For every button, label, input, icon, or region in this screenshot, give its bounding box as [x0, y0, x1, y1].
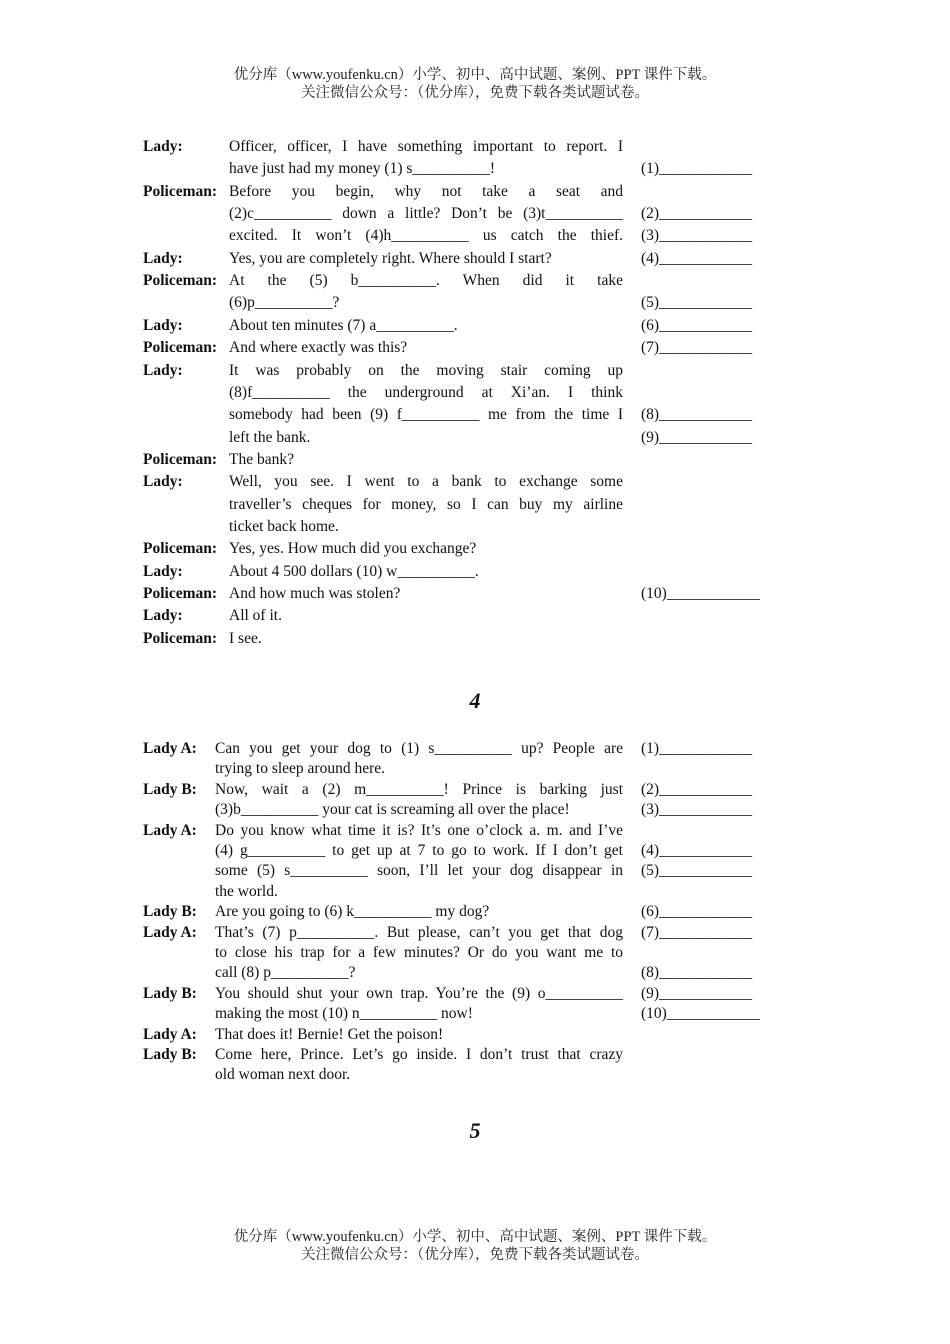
answer-blank: (4)____________	[641, 842, 753, 859]
dialogue-line	[0, 822, 950, 844]
dialogue-text: That’s (7) p__________. But please, can’t you get that dog	[215, 923, 623, 941]
speaker-label: Policeman:	[143, 629, 218, 647]
dialogue-line	[0, 518, 950, 540]
dialogue-text: old woman next door.	[215, 1066, 351, 1084]
dialogue-line	[0, 317, 950, 339]
dialogue-text: Yes, yes. How much did you exchange?	[229, 540, 477, 558]
dialogue-line	[0, 1005, 950, 1027]
dialogue-text: to close his trap for a few minutes? Or do you want me to	[215, 944, 623, 961]
speaker-label: Policeman:	[143, 339, 218, 357]
dialogue-text: (6)p__________?	[229, 294, 340, 312]
dialogue-line	[0, 944, 950, 966]
dialogue-text: somebody had been (9) f__________ me from the time I	[229, 406, 623, 424]
header-line-1: 优分库（www.youfenku.cn）小学、初中、高中试题、案例、PPT 课件下载。	[233, 67, 717, 83]
dialogue-text: Well, you see. I went to a bank to exchange some	[229, 473, 623, 491]
dialogue-line	[0, 496, 950, 518]
answer-blank: (5)____________	[641, 862, 753, 880]
dialogue-line	[0, 160, 950, 182]
dialogue-line	[0, 1066, 950, 1088]
dialogue-line	[0, 801, 950, 823]
dialogue-text: Come here, Prince. Let’s go inside. I don’t trust that crazy	[215, 1046, 623, 1063]
dialogue-line	[0, 473, 950, 495]
answer-blank: (10)____________	[641, 1005, 760, 1023]
dialogue-text: About ten minutes (7) a__________.	[229, 316, 458, 334]
dialogue-line	[0, 250, 950, 272]
dialogue-line	[0, 883, 950, 905]
dialogue-text: trying to sleep around here.	[215, 760, 386, 778]
speaker-label: Lady A:	[143, 923, 197, 941]
answer-blank: (1)____________	[641, 740, 753, 757]
dialogue-text: Can you get your dog to (1) s__________ up? People are	[215, 740, 623, 757]
dialogue-text: left the bank.	[229, 428, 311, 446]
dialogue-line	[0, 903, 950, 925]
dialogue-line	[0, 630, 950, 652]
dialogue-text: (4) g__________ to get up at 7 to go to work. If I don’t get	[215, 842, 623, 859]
dialogue-text: Are you going to (6) k__________ my dog?	[215, 903, 490, 921]
answer-blank: (6)____________	[641, 903, 753, 921]
speaker-label: Lady:	[143, 607, 183, 625]
answer-blank: (3)____________	[641, 227, 753, 245]
dialogue-text: Do you know what time it is? It’s one o’clock a. m. and I’ve	[215, 821, 623, 839]
dialogue-text: making the most (10) n__________ now!	[215, 1005, 473, 1023]
dialogue-line	[0, 924, 950, 946]
answer-blank: (8)____________	[641, 406, 753, 424]
answer-blank: (6)____________	[641, 316, 753, 334]
dialogue-line	[0, 183, 950, 205]
dialogue-line	[0, 227, 950, 249]
dialogue-text: About 4 500 dollars (10) w__________.	[229, 562, 479, 580]
dialogue-line	[0, 781, 950, 803]
answer-blank: (10)____________	[641, 585, 760, 602]
dialogue-text: ticket back home.	[229, 517, 339, 535]
dialogue-line	[0, 563, 950, 585]
speaker-label: Policeman:	[143, 272, 218, 290]
dialogue-text: the world.	[215, 882, 278, 900]
speaker-label: Policeman:	[143, 585, 218, 602]
dialogue-text: That does it! Bernie! Get the poison!	[215, 1025, 444, 1043]
dialogue-line	[0, 740, 950, 762]
speaker-label: Lady:	[143, 473, 183, 491]
answer-blank: (3)____________	[641, 801, 753, 819]
speaker-label: Lady A:	[143, 740, 197, 757]
speaker-label: Lady A:	[143, 821, 197, 839]
speaker-label: Lady:	[143, 249, 183, 267]
section-number-4: 4	[469, 688, 481, 713]
dialogue-text: (8)f__________ the underground at Xi’an. I think	[229, 383, 623, 401]
answer-blank: (7)____________	[641, 339, 753, 357]
dialogue-line	[0, 607, 950, 629]
dialogue-text: I see.	[229, 629, 262, 647]
dialogue-line	[0, 294, 950, 316]
speaker-label: Policeman:	[143, 450, 218, 468]
answer-blank: (9)____________	[641, 984, 753, 1002]
dialogue-text: The bank?	[229, 450, 294, 468]
speaker-label: Policeman:	[143, 540, 218, 558]
speaker-label: Lady B:	[143, 903, 197, 921]
dialogue-line	[0, 406, 950, 428]
dialogue-text: traveller’s cheques for money, so I can buy my airline	[229, 495, 623, 513]
dialogue-line	[0, 362, 950, 384]
dialogue-line	[0, 339, 950, 361]
answer-blank: (2)____________	[641, 780, 753, 798]
speaker-label: Lady:	[143, 361, 183, 379]
answer-blank: (5)____________	[641, 294, 753, 312]
speaker-label: Lady:	[143, 138, 183, 155]
answer-blank: (2)____________	[641, 205, 753, 223]
section-number-5: 5	[469, 1118, 481, 1143]
dialogue-text: Yes, you are completely right. Where should I start?	[229, 249, 552, 267]
dialogue-line	[0, 862, 950, 884]
dialogue-text: (3)b__________ your cat is screaming all over the place!	[215, 801, 570, 819]
answer-blank: (7)____________	[641, 923, 753, 941]
dialogue-line	[0, 1046, 950, 1068]
dialogue-line	[0, 585, 950, 607]
header-line-2: 关注微信公众号：（优分库），免费下载各类试题试卷。	[301, 85, 649, 101]
speaker-label: Lady A:	[143, 1025, 197, 1043]
dialogue-line	[0, 1026, 950, 1048]
speaker-label: Lady B:	[143, 984, 197, 1002]
footer-line-1: 优分库（www.youfenku.cn）小学、初中、高中试题、案例、PPT 课件下载。	[233, 1229, 717, 1245]
dialogue-line	[0, 272, 950, 294]
dialogue-line	[0, 429, 950, 451]
dialogue-line	[0, 985, 950, 1007]
dialogue-text: All of it.	[229, 607, 282, 625]
dialogue-text: And where exactly was this?	[229, 339, 408, 357]
dialogue-text: Now, wait a (2) m__________! Prince is barking just	[215, 780, 623, 798]
dialogue-text: Officer, officer, I have something important to report. I	[229, 138, 623, 155]
answer-blank: (4)____________	[641, 249, 753, 267]
speaker-label: Lady:	[143, 316, 183, 334]
answer-blank: (9)____________	[641, 428, 753, 446]
speaker-label: Lady:	[143, 562, 183, 580]
dialogue-text: some (5) s__________ soon, I’ll let your dog disappear in	[215, 862, 623, 880]
speaker-label: Policeman:	[143, 182, 218, 200]
dialogue-text: have just had my money (1) s__________!	[229, 160, 496, 178]
dialogue-text: call (8) p__________?	[215, 964, 356, 982]
dialogue-text: (2)c__________ down a little? Don’t be (3)t__________	[229, 205, 623, 223]
footer-line-2: 关注微信公众号：（优分库），免费下载各类试题试卷。	[301, 1247, 649, 1263]
dialogue-text: At the (5) b__________. When did it take	[229, 272, 623, 290]
dialogue-line	[0, 760, 950, 782]
dialogue-line	[0, 540, 950, 562]
page-header	[0, 66, 950, 102]
dialogue-text: It was probably on the moving stair coming up	[229, 361, 623, 379]
dialogue-line	[0, 384, 950, 406]
dialogue-line	[0, 964, 950, 986]
answer-blank: (1)____________	[641, 160, 753, 178]
dialogue-line	[0, 205, 950, 227]
page-footer	[0, 1228, 950, 1264]
dialogue-line	[0, 451, 950, 473]
dialogue-text: And how much was stolen?	[229, 585, 401, 602]
dialogue-text: You should shut your own trap. You’re the (9) o__________	[215, 984, 623, 1002]
dialogue-line	[0, 842, 950, 864]
dialogue-text: excited. It won’t (4)h__________ us catch the thief.	[229, 227, 623, 245]
speaker-label: Lady B:	[143, 1046, 197, 1063]
answer-blank: (8)____________	[641, 964, 753, 982]
dialogue-text: Before you begin, why not take a seat and	[229, 182, 623, 200]
speaker-label: Lady B:	[143, 780, 197, 798]
dialogue-line	[0, 138, 950, 160]
